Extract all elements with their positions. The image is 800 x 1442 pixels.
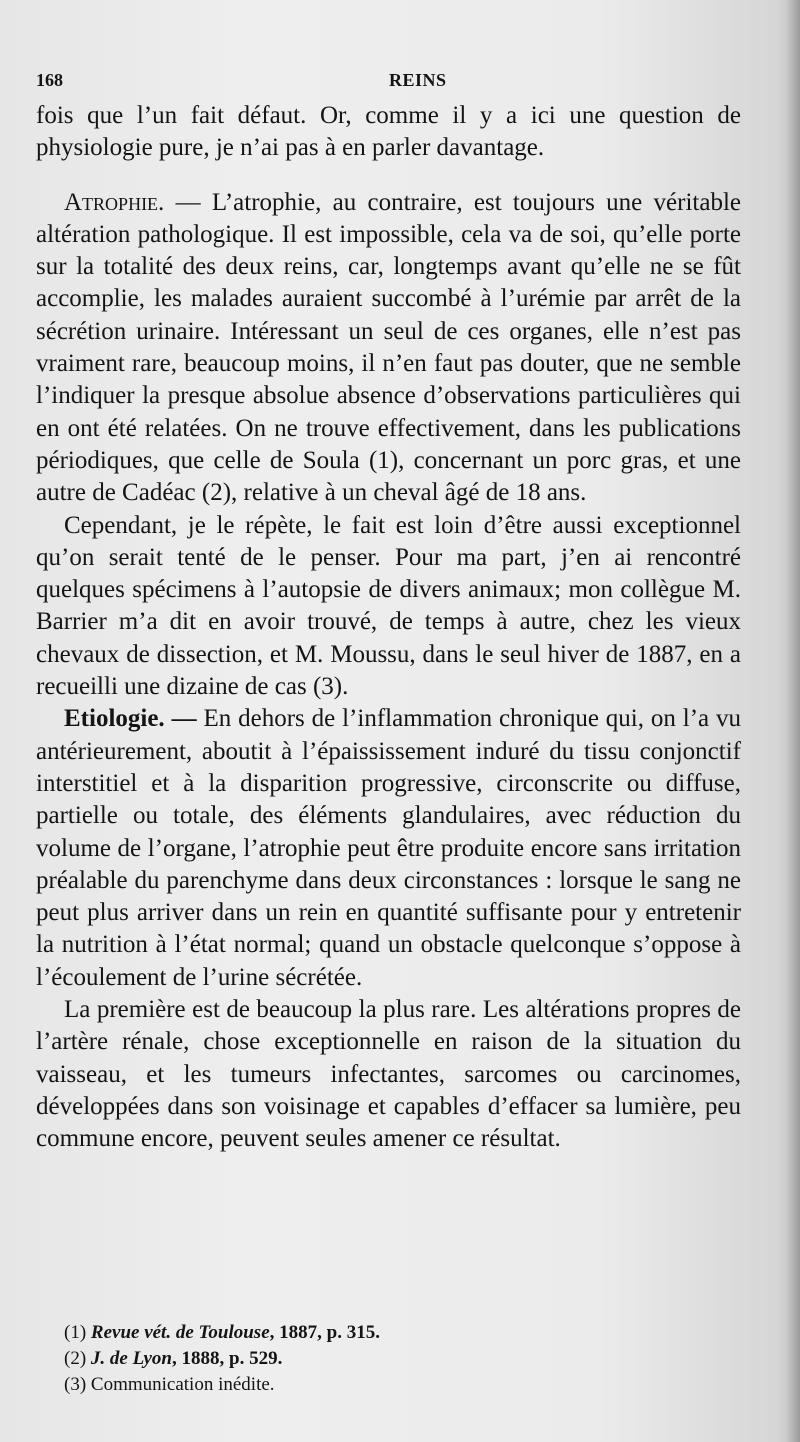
- footnotes: [64, 1320, 744, 1398]
- section-heading-atrophie: Atrophie. —: [64, 188, 201, 216]
- footnote-2-ref: , 1888, p. 529.: [172, 1348, 283, 1369]
- paragraph-cependant: Cependant, je le répète, le fait est loin d’être aussi exceptionnel qu’on serait tenté de le penser. Pour ma part, j’en ai rencontré quelques spécimens à l’autopsie de divers animaux; mon collègue M. Barrier m’a dit en avoir trouvé, de temps à autre, chez les vieux chevaux de dissection, et M. Moussu, dans le seul hiver de 1887, en a recueilli une dizaine de cas (3).: [36, 511, 741, 701]
- paragraph-premiere: La première est de beaucoup la plus rare. Les altérations propres de l’artère rénale, chose exceptionnelle en raison de la situation du vaisseau, et les tumeurs infectantes, sarcomes ou carcinomes, développées dans son voisinage et capables d’effacer sa lumière, peu commune encore, peuvent seules amener ce résultat.: [36, 996, 741, 1153]
- body-text: [36, 100, 741, 1156]
- footnote-1-number: (1): [64, 1322, 91, 1343]
- footnote-1-title: Revue vét. de Toulouse: [90, 1322, 270, 1343]
- paragraph-atrophie: [36, 187, 741, 510]
- page-header: [36, 70, 740, 100]
- footnote-2: [64, 1346, 744, 1372]
- page-edge-shadow: [786, 0, 800, 1442]
- paragraph-continuation: fois que l’un fait défaut. Or, comme il y a ici une question de physiologie pure, je n’ai pas à en parler davantage.: [36, 102, 741, 162]
- section-heading-etiologie: Etiologie. —: [64, 705, 197, 733]
- paragraph-etiologie: [36, 703, 741, 994]
- footnote-3: (3) Communication inédite.: [64, 1374, 275, 1395]
- footnote-1: [64, 1320, 744, 1346]
- running-title: REINS: [389, 70, 447, 90]
- paragraph-etiologie-text: En dehors de l’inflammation chronique qui, on l’a vu antérieurement, aboutit à l’épaississement induré du tissu conjonctif interstitiel et à la disparition progressive, circonscrite ou diffuse, partielle ou totale, des éléments glandulaires, avec réduction du volume de l’organe, l’atrophie peut être produite encore sans irritation préalable du parenchyme dans deux circonstances : lorsque le sang ne peut plus arriver dans un rein en quantité suffisante pour y entretenir la nutrition à l’état normal; quand un obstacle quelconque s’oppose à l’écoulement de l’urine sécrétée.: [36, 705, 742, 991]
- paragraph-atrophie-text: L’atrophie, au contraire, est toujours une véritable altération pathologique. Il est impossible, cela va de soi, qu’elle porte sur la totalité des deux reins, car, longtemps avant qu’elle ne se fût accomplie, les malades auraient succombé à l’urémie par arrêt de la sécrétion urinaire. Intéressant un seul de ces organes, elle n’est pas vraiment rare, beaucoup moins, il n’en faut pas douter, que ne semble l’indiquer la presque absolue absence d’observations particulières qui en ont été relatées. On ne trouve effectivement, dans les publications périodiques, que celle de Soula (1), concernant un porc gras, et une autre de Cadéac (2), relative à un cheval âgé de 18 ans.: [36, 188, 741, 507]
- footnote-2-title: J. de Lyon: [90, 1348, 172, 1369]
- page-number: 168: [36, 70, 63, 90]
- footnote-1-ref: , 1887, p. 315.: [269, 1322, 380, 1343]
- footnote-2-number: (2): [64, 1348, 91, 1369]
